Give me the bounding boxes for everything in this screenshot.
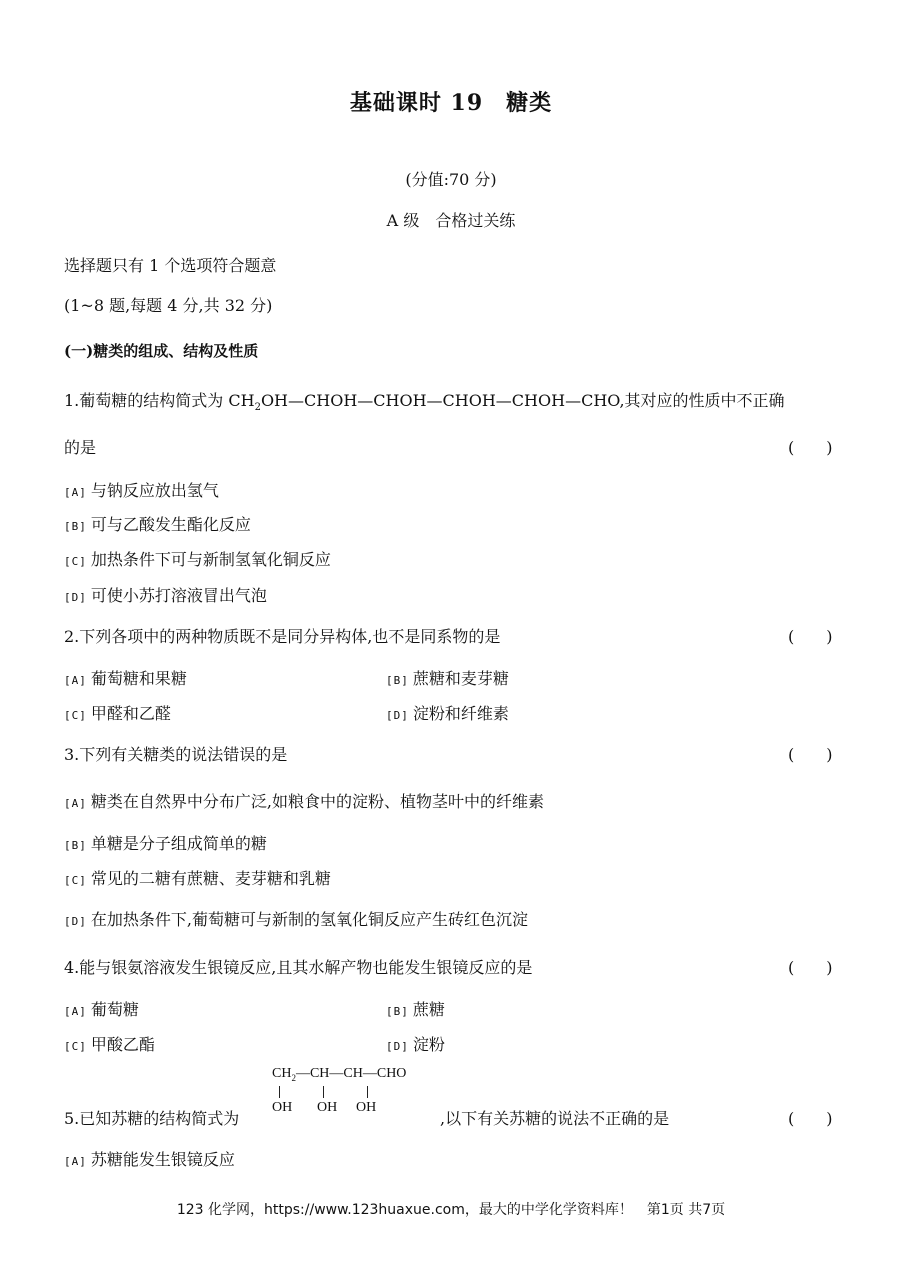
answer-blank-2[interactable]: ( ) [788, 627, 833, 646]
page-title: 基础课时 19 糖类 [349, 90, 553, 116]
instruction: 选择题只有 1 个选项符合题意 [64, 256, 277, 275]
q4-option-d[interactable] [386, 1032, 445, 1055]
option-label: [A] [64, 486, 87, 499]
q2-option-b[interactable] [386, 666, 509, 689]
q4-option-c[interactable] [64, 1032, 155, 1055]
q3-option-a[interactable] [64, 789, 544, 812]
option-text: 蔗糖 [412, 1000, 445, 1019]
option-label: [B] [64, 839, 87, 852]
q2-option-c[interactable] [64, 701, 171, 724]
q1-option-b[interactable] [64, 512, 251, 535]
option-text: 在加热条件下,葡萄糖可与新制的氢氧化铜反应产生砖红色沉淀 [90, 910, 528, 929]
hydroxyl-3: OH [356, 1100, 377, 1115]
option-text: 单糖是分子组成简单的糖 [90, 834, 267, 853]
option-label: [A] [64, 674, 87, 687]
answer-blank-3[interactable]: ( ) [788, 745, 833, 764]
option-label: [D] [386, 709, 409, 722]
option-text: 糖类在自然界中分布广泛,如粮食中的淀粉、植物茎叶中的纤维素 [90, 792, 544, 811]
threose-structure [272, 1066, 442, 1122]
option-text: 可使小苏打溶液冒出气泡 [90, 586, 267, 605]
option-label: [C] [64, 555, 87, 568]
option-text: 葡萄糖 [90, 1000, 139, 1019]
q1-option-c[interactable] [64, 547, 331, 570]
score-range: (1~8 题,每题 4 分,共 32 分) [64, 296, 273, 315]
answer-blank-1[interactable]: ( ) [788, 438, 833, 457]
option-text: 淀粉和纤维素 [412, 704, 509, 723]
option-label: [B] [386, 674, 409, 687]
q4-option-a[interactable] [64, 997, 139, 1020]
option-text: 常见的二糖有蔗糖、麦芽糖和乳糖 [90, 869, 331, 888]
option-text: 可与乙酸发生酯化反应 [90, 515, 251, 534]
option-label: [C] [64, 1040, 87, 1053]
q5-option-a[interactable] [64, 1147, 235, 1170]
option-label: [D] [64, 915, 87, 928]
question-1-stem-line2: 的是 [64, 438, 97, 457]
structure-top-chain: $CH_2—CH—CH—CHO$ [272, 1066, 407, 1083]
q1-stem-pre: 1.葡萄糖的结构简式为 CH [64, 391, 255, 410]
option-label: [A] [64, 1155, 87, 1168]
answer-blank-5[interactable]: ( ) [788, 1109, 833, 1128]
q1-stem-sub: 2 [254, 402, 261, 414]
answer-blank-4[interactable]: ( ) [788, 958, 833, 977]
option-text: 蔗糖和麦芽糖 [412, 669, 509, 688]
level-heading: A 级 合格过关练 [386, 211, 516, 230]
option-text: 加热条件下可与新制氢氧化铜反应 [90, 550, 331, 569]
hydroxyl-1: OH [272, 1100, 293, 1115]
page-footer: 123 化学网，https://www.123huaxue.com，最大的中学化学资料库！ 第1页 共7页 [176, 1202, 726, 1218]
q2-option-a[interactable] [64, 666, 187, 689]
option-text: 甲酸乙酯 [90, 1035, 155, 1054]
question-4-stem: 4.能与银氨溶液发生银镜反应,且其水解产物也能发生银镜反应的是 [64, 958, 533, 977]
option-label: [A] [64, 797, 87, 810]
option-label: [B] [386, 1005, 409, 1018]
q3-option-b[interactable] [64, 831, 267, 854]
score-note: (分值:70 分) [405, 170, 497, 189]
question-3-stem: 3.下列有关糖类的说法错误的是 [64, 745, 288, 764]
option-text: 与钠反应放出氢气 [90, 481, 219, 500]
question-1-stem [64, 388, 785, 413]
q1-option-a[interactable] [64, 478, 219, 501]
option-text: 淀粉 [412, 1035, 445, 1054]
q4-option-b[interactable] [386, 997, 445, 1020]
option-label: [C] [64, 874, 87, 887]
option-label: [D] [386, 1040, 409, 1053]
option-label: [C] [64, 709, 87, 722]
option-text: 甲醛和乙醛 [90, 704, 171, 723]
q2-option-d[interactable] [386, 701, 509, 724]
option-text: 葡萄糖和果糖 [90, 669, 187, 688]
option-label: [D] [64, 591, 87, 604]
question-2-stem: 2.下列各项中的两种物质既不是同分异构体,也不是同系物的是 [64, 627, 501, 646]
bond-line [367, 1086, 368, 1098]
hydroxyl-2: OH [317, 1100, 338, 1115]
q1-option-d[interactable] [64, 583, 267, 606]
question-5-stem-post: ,以下有关苏糖的说法不正确的是 [440, 1109, 670, 1128]
option-text: 苏糖能发生银镜反应 [90, 1150, 235, 1169]
q3-option-c[interactable] [64, 866, 331, 889]
section-heading: (一)糖类的组成、结构及性质 [64, 342, 259, 360]
q3-option-d[interactable] [64, 907, 528, 930]
question-5-stem-pre: 5.已知苏糖的结构简式为 [64, 1109, 240, 1128]
bond-line [323, 1086, 324, 1098]
q1-stem-post: OH—CHOH—CHOH—CHOH—CHOH—CHO,其对应的性质中不正确 [260, 391, 785, 410]
bond-line [279, 1086, 280, 1098]
option-label: [B] [64, 520, 87, 533]
option-label: [A] [64, 1005, 87, 1018]
